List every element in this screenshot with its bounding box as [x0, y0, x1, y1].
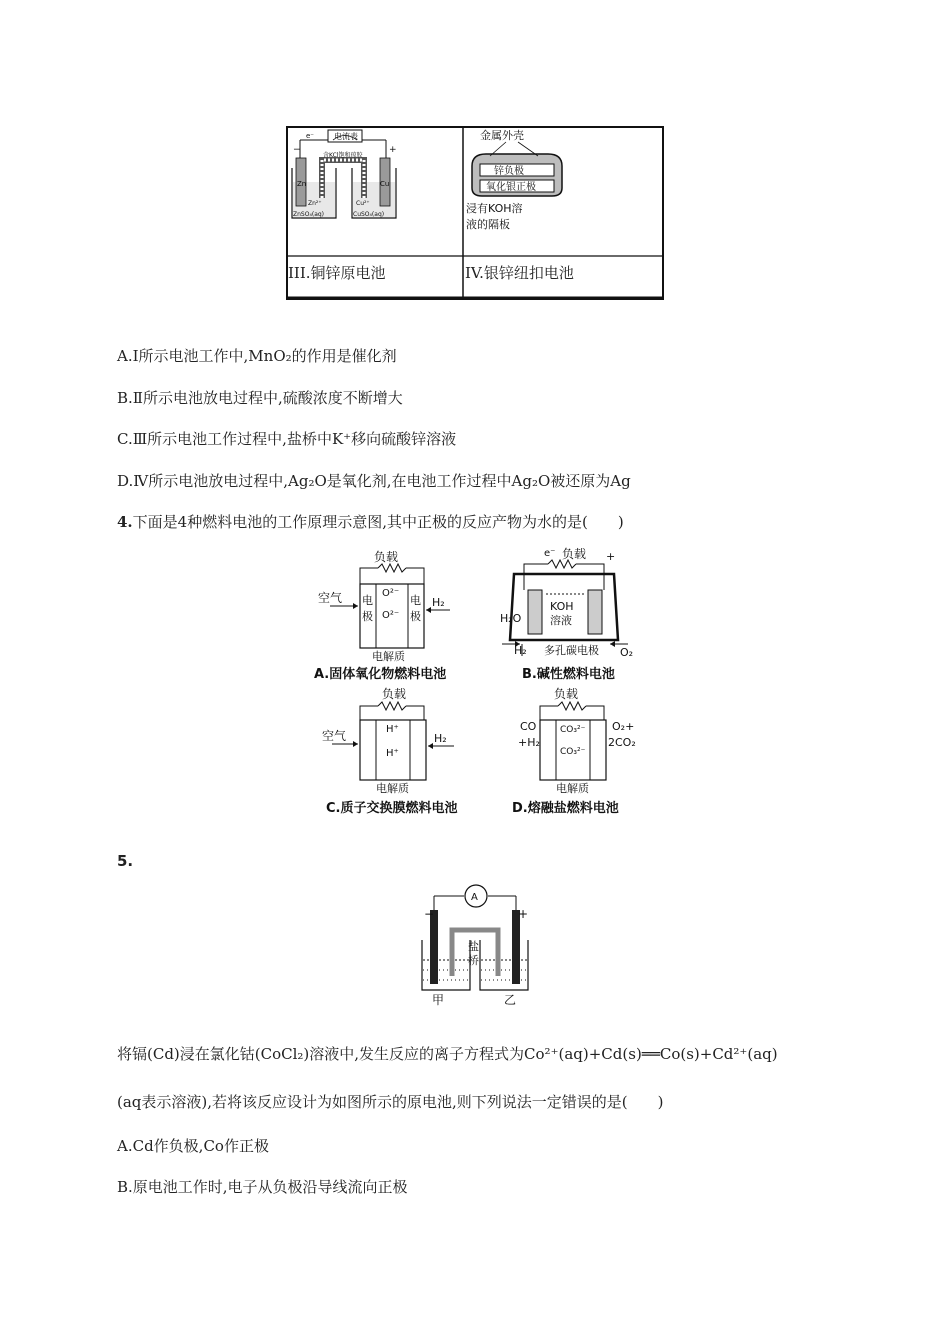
fig-a-oxide-ion-bottom: O²⁻ — [382, 610, 400, 621]
fig-b-caption: B.碱性燃料电池 — [522, 667, 615, 682]
fig-a-air-label: 空气 — [318, 591, 343, 605]
fig-c-h2-label: H₂ — [434, 732, 447, 745]
cu-electrode-label: Cu — [380, 180, 390, 188]
copper-zinc-cell-diagram — [290, 128, 400, 224]
q4-number: 4. — [117, 513, 133, 531]
fig-d-co2-label: 2CO₂ — [608, 736, 636, 749]
fig-b-solution-label: 溶液 — [550, 614, 572, 627]
zinc-anode-label: 锌负极 — [494, 166, 524, 177]
fig-a-h2-label: H₂ — [432, 596, 445, 609]
q5-stem-line1: 将镉(Cd)浸在氯化钴(CoCl₂)溶液中,发生反应的离子方程式为Co²⁺(aq)+Cd(s)══Co(s)+Cd²⁺(aq) — [117, 1045, 778, 1063]
metal-shell-label: 金属外壳 — [480, 129, 524, 142]
cell3-caption: III.铜锌原电池 — [288, 264, 386, 282]
silver-oxide-cathode-label: 氧化银正极 — [486, 182, 536, 193]
galvanic-cell-diagram — [412, 884, 540, 1006]
fig-b-porous-electrode-label: 多孔碳电极 — [544, 644, 599, 657]
fig-c-proton-top: H⁺ — [386, 724, 399, 735]
q5-stem-line2: (aq表示溶液),若将该反应设计为如图所示的原电池,则下列说法一定错误的是( ) — [117, 1093, 664, 1111]
q3-option-b: B.Ⅱ所示电池放电过程中,硫酸浓度不断增大 — [117, 389, 403, 407]
silver-zinc-button-cell-diagram — [466, 126, 576, 236]
q5-option-a: A.Cd作负极,Co作正极 — [117, 1137, 269, 1155]
znso4-label: ZnSO₄(aq) — [293, 211, 325, 218]
fig-a-electrode-left-1: 电 — [362, 594, 373, 607]
q3-option-a: A.Ⅰ所示电池工作中,MnO₂的作用是催化剂 — [117, 347, 397, 365]
q5-number: 5. — [117, 852, 134, 870]
salt-bridge-label-2: 桥 — [468, 954, 479, 967]
fig-d-carbonate-bottom: CO₃²⁻ — [560, 747, 586, 757]
cu-ion-label: Cu²⁺ — [356, 200, 370, 207]
salt-bridge-label-1: 盐 — [468, 940, 479, 953]
fig-a-electrode-right-1: 电 — [410, 594, 421, 607]
fig-a-caption: A.固体氧化物燃料电池 — [314, 667, 447, 682]
fuel-cell-a-diagram — [310, 548, 470, 684]
fig-b-electron-label: e⁻ — [544, 548, 556, 559]
fig-a-oxide-ion-top: O²⁻ — [382, 588, 400, 599]
fig-d-h2-label: +H₂ — [518, 736, 540, 749]
minus-sign: − — [293, 145, 301, 155]
q5-option-b: B.原电池工作时,电子从负极沿导线流向正极 — [117, 1178, 408, 1196]
fig-a-electrode-right-2: 极 — [410, 610, 421, 623]
fig-a-electrode-left-2: 极 — [362, 610, 373, 623]
fig-c-air-label: 空气 — [322, 729, 347, 743]
q3-option-d: D.Ⅳ所示电池放电过程中,Ag₂O是氧化剂,在电池工作过程中Ag₂O被还原为Ag — [117, 472, 631, 490]
fig-b-koh-label: KOH — [550, 600, 574, 613]
cell4-caption: IV.银锌纽扣电池 — [465, 264, 574, 282]
zn-ion-label: Zn²⁺ — [308, 200, 322, 207]
salt-bridge-label: 含KCl饱和琼胶 — [323, 152, 363, 159]
cuso4-label: CuSO₄(aq) — [353, 211, 385, 218]
beaker-right-label: 乙 — [504, 993, 517, 1006]
separator-label-line2: 液的隔板 — [466, 218, 510, 231]
positive-sign: + — [518, 907, 529, 921]
fig-d-caption: D.熔融盐燃料电池 — [512, 801, 619, 816]
meter-label: 电流表 — [334, 132, 358, 141]
beaker-left-label: 甲 — [432, 993, 445, 1006]
fig-d-carbonate-top: CO₃²⁻ — [560, 725, 586, 735]
fig-d-load-label: 负载 — [554, 687, 579, 701]
negative-sign: − — [424, 907, 435, 921]
q4-stem — [117, 512, 624, 532]
fig-c-load-label: 负载 — [382, 687, 407, 701]
fig-c-proton-bottom: H⁺ — [386, 748, 399, 759]
fig-c-electrolyte-label: 电解质 — [376, 782, 409, 795]
fuel-cell-b-diagram — [500, 544, 650, 684]
zn-electrode-label: Zn — [297, 180, 307, 188]
separator-label-line1: 浸有KOH溶 — [466, 202, 523, 215]
fig-a-load-label: 负载 — [374, 550, 399, 564]
fuel-cell-c-diagram — [316, 684, 476, 818]
electron-label: e⁻ — [306, 132, 315, 140]
q4-stem-text: 下面是4种燃料电池的工作原理示意图,其中正极的反应产物为水的是( ) — [132, 513, 624, 531]
fig-d-electrolyte-label: 电解质 — [556, 782, 589, 795]
plus-sign: + — [389, 145, 397, 155]
ammeter-label: A — [471, 892, 478, 903]
q3-option-c: C.Ⅲ所示电池工作过程中,盐桥中K⁺移向硫酸锌溶液 — [117, 430, 457, 448]
fig-c-caption: C.质子交换膜燃料电池 — [326, 801, 458, 816]
battery-table — [286, 126, 664, 300]
fig-a-electrolyte-label: 电解质 — [372, 650, 405, 663]
fig-d-co-label: CO — [520, 720, 537, 733]
fig-b-h2-label: H₂ — [514, 644, 527, 657]
fig-b-load-label: 负载 — [562, 547, 587, 561]
fuel-cell-d-diagram — [508, 684, 658, 818]
fig-d-o2-label: O₂+ — [612, 720, 635, 733]
fig-b-plus-sign: + — [606, 550, 616, 563]
fig-b-o2-label: O₂ — [620, 646, 634, 659]
fig-b-water-label: H₂O — [500, 612, 522, 625]
